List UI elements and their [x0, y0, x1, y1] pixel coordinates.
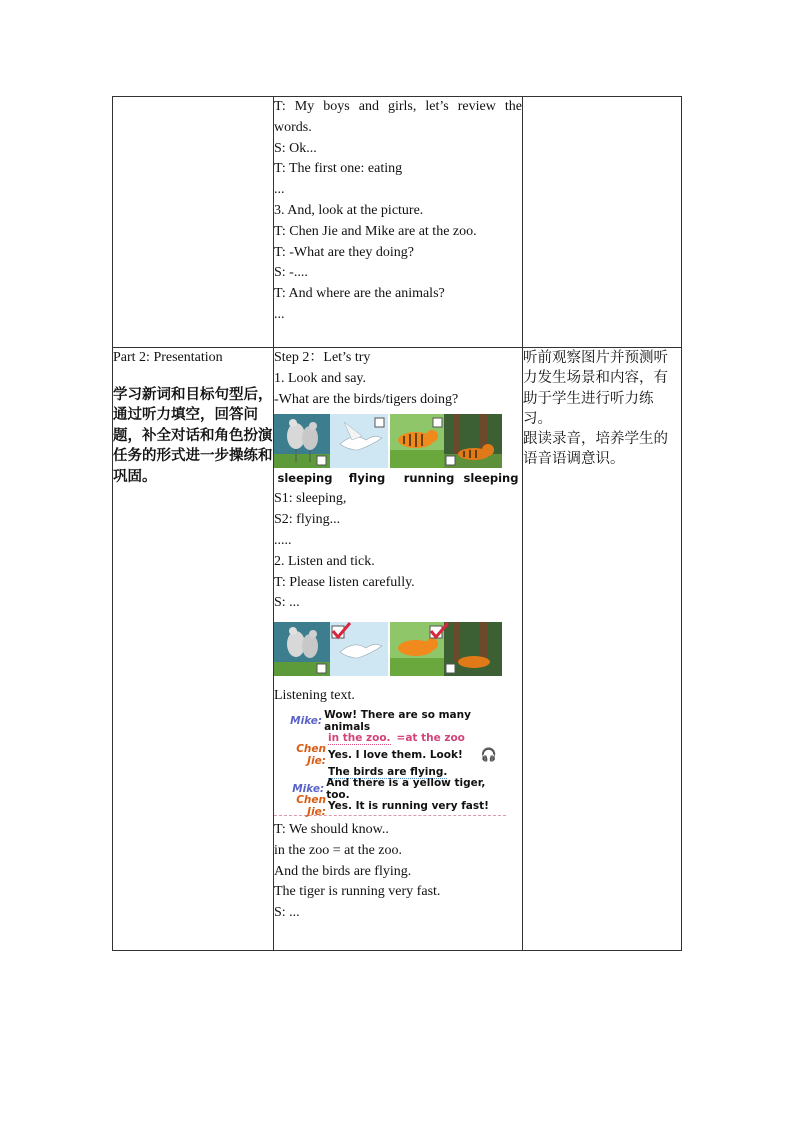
procedure-line: T: -What are they doing? — [274, 244, 415, 260]
dialog-line — [274, 743, 506, 768]
procedure-line: ..... — [274, 532, 292, 548]
procedure-line: T: The first one: eating — [274, 161, 403, 177]
stage-cell-empty — [113, 97, 274, 348]
speaker-chen: Chen Jie: — [296, 743, 326, 768]
lesson-plan-table — [112, 96, 682, 951]
procedure-line: T: Please listen carefully. — [274, 574, 415, 590]
animal-pictures — [274, 414, 522, 468]
birds-picture-ticked — [274, 622, 388, 676]
speaker-mike: Mike: — [290, 715, 323, 728]
birds-picture — [274, 414, 388, 468]
table-row — [113, 348, 682, 951]
procedure-line: S2: flying... — [274, 512, 341, 528]
dialog-text: Yes. It is running very fast! — [328, 800, 489, 813]
picture-label: sleeping — [463, 471, 519, 486]
procedure-line: The tiger is running very fast. — [274, 884, 441, 900]
picture-label: sleeping — [277, 471, 333, 486]
procedure-line: 3. And, look at the picture. — [274, 202, 424, 218]
speaker-chen: Chen Jie: — [296, 794, 326, 819]
dialog-text: Wow! There are so many animals — [324, 709, 471, 734]
procedure-line: And the birds are flying. — [274, 863, 412, 879]
tigers-picture-ticked — [390, 622, 502, 676]
procedure-line: in the zoo = at the zoo. — [274, 842, 403, 858]
purpose-text: 听前观察图片并预测听力发生场景和内容，有助于学生进行听力练习。 — [523, 350, 668, 427]
procedure-cell — [274, 348, 523, 951]
procedure-line: 1. Look and say. — [274, 370, 367, 386]
dialog-line — [274, 709, 506, 734]
procedure-line: T: We should know.. — [274, 821, 389, 837]
listening-dialog — [274, 709, 506, 819]
speaker-mike: Mike: — [292, 783, 325, 796]
procedure-line: S: ... — [274, 905, 300, 921]
dialog-note: =at the zoo — [396, 732, 465, 745]
purpose-cell-empty — [523, 97, 682, 348]
tigers-picture — [390, 414, 502, 468]
dialog-text: in the zoo. — [328, 731, 391, 744]
dialog-line — [274, 794, 506, 819]
procedure-line: S: ... — [274, 595, 300, 611]
procedure-line: S: -.... — [274, 265, 308, 281]
stage-goal: 学习新词和目标句型后，通过听力填空，回答问题，补全对话和角色扮演任务的形式进一步操练和巩固。 — [113, 386, 273, 485]
procedure-cell — [274, 97, 523, 348]
procedure-line: T: My boys and girls, let’s review the words. — [274, 99, 522, 135]
procedure-line: T: Chen Jie and Mike are at the zoo. — [274, 223, 477, 239]
procedure-line: 2. Listen and tick. — [274, 553, 375, 569]
procedure-line: Step 2：Let’s try — [274, 350, 371, 365]
procedure-line: S: Ok... — [274, 140, 317, 156]
dialog-text: And there is a yellow tiger, too. — [326, 777, 486, 802]
procedure-line: ... — [274, 306, 285, 322]
stage-cell — [113, 348, 274, 951]
dialog-text: The birds are flying. — [328, 765, 448, 778]
purpose-text: 跟读录音，培养学生的语音语调意识。 — [523, 431, 668, 468]
headphones-icon: 🎧 — [480, 747, 497, 763]
procedure-line: ... — [274, 182, 285, 198]
picture-label: flying — [348, 471, 386, 486]
stage-title: Part 2: Presentation — [113, 350, 223, 365]
procedure-line: S1: sleeping, — [274, 491, 347, 507]
picture-labels — [274, 471, 522, 485]
ticked-pictures — [274, 622, 522, 676]
purpose-cell — [523, 348, 682, 951]
table-row — [113, 97, 682, 348]
procedure-line: -What are the birds/tigers doing? — [274, 391, 459, 407]
dialog-text: Yes. I love them. Look! — [328, 749, 463, 762]
procedure-line: T: And where are the animals? — [274, 286, 445, 302]
listening-label: Listening text. — [274, 688, 355, 704]
picture-label: running — [403, 471, 455, 486]
